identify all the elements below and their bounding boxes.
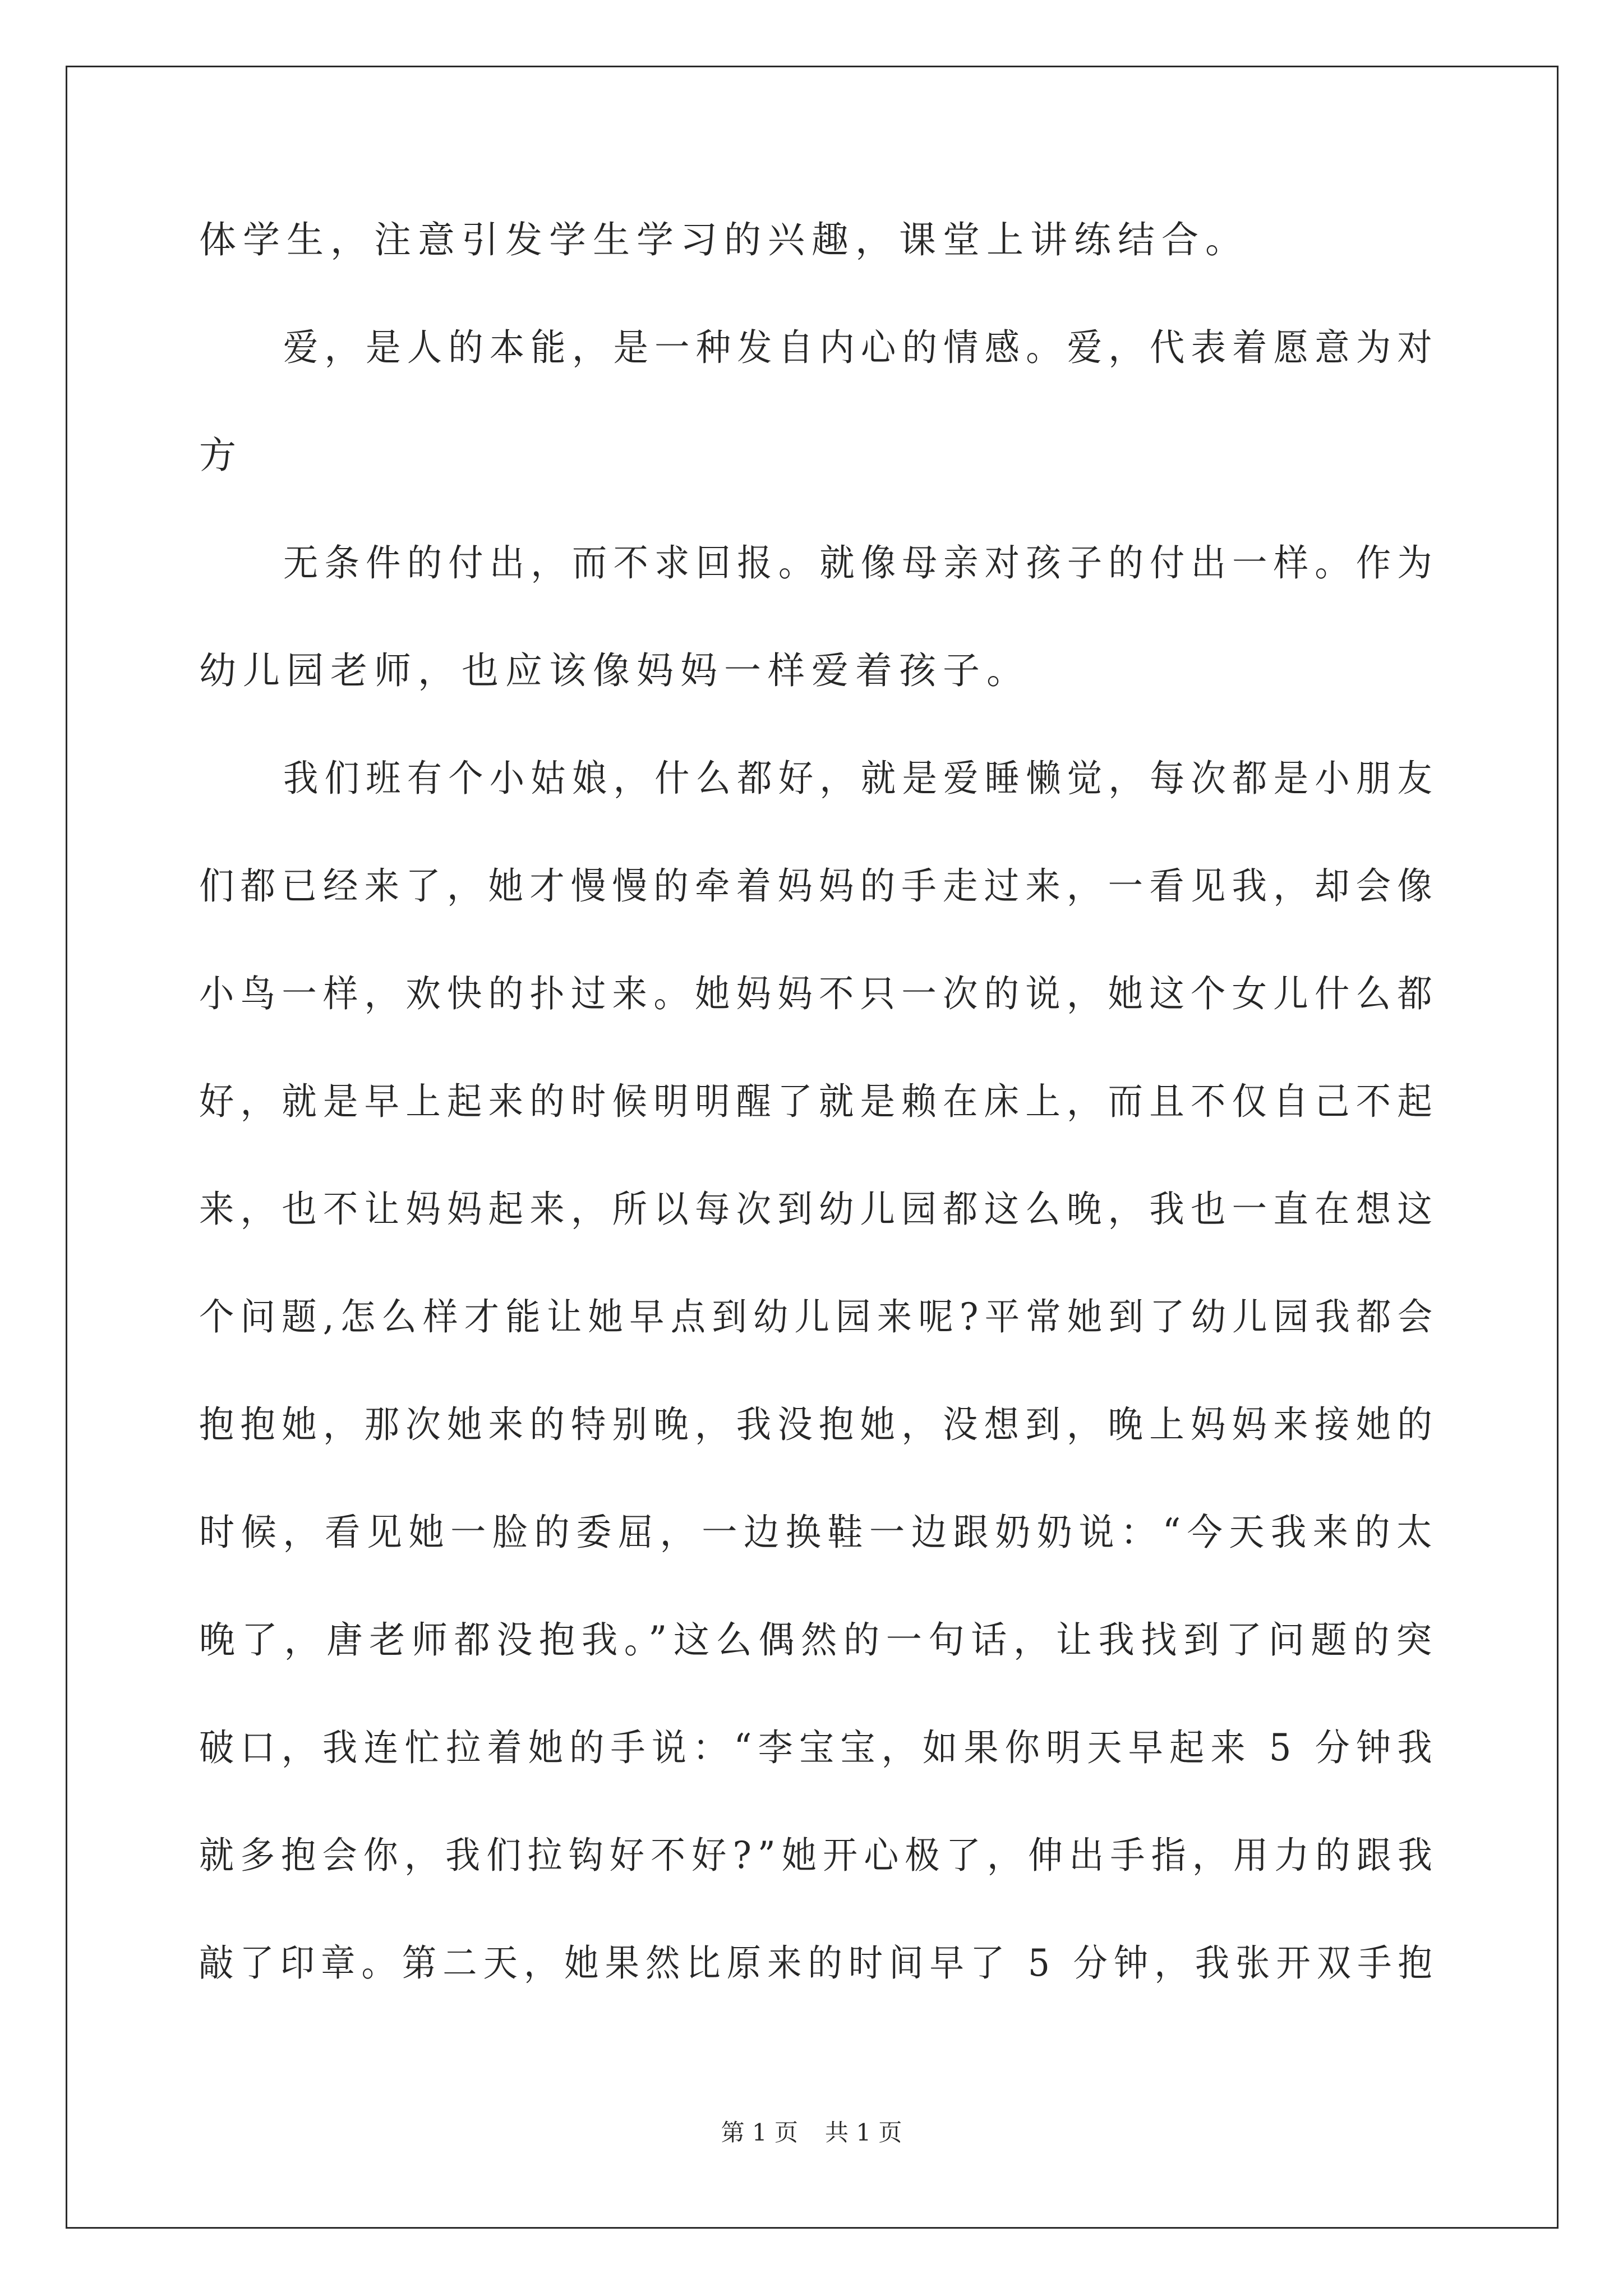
- text-line: 小鸟一样，欢快的扑过来。她妈妈不只一次的说，她这个女儿什么都: [199, 972, 1438, 1015]
- text-line: 晚了，唐老师都没抱我。”这么偶然的一句话，让我找到了问题的突: [199, 1618, 1438, 1662]
- text-line: 就多抱会你，我们拉钩好不好?”她开心极了，伸出手指，用力的跟我: [199, 1834, 1439, 1877]
- text-line: 时候，看见她一脸的委屈，一边换鞋一边跟奶奶说：“今天我来的太: [199, 1511, 1438, 1554]
- text-line: 个问题,怎么样才能让她早点到幼儿园来呢?平常她到了幼儿园我都会: [199, 1295, 1439, 1338]
- text-line: 我们班有个小姑娘，什么都好，就是爱睡懒觉，每次都是小朋友: [283, 757, 1438, 800]
- text-line: 好，就是早上起来的时候明明醒了就是赖在床上，而且不仅自己不起: [199, 1080, 1438, 1123]
- text-line: 体学生，注意引发学生学习的兴趣，课堂上讲练结合。: [199, 218, 1249, 261]
- text-line: 们都已经来了，她才慢慢的牵着妈妈的手走过来，一看见我，却会像: [199, 864, 1438, 908]
- text-line: 敲了印章。第二天，她果然比原来的时间早了 5 分钟，我张开双手抱: [199, 1941, 1438, 1985]
- text-line: 幼儿园老师，也应该像妈妈一样爱着孩子。: [199, 649, 1030, 692]
- text-line: 抱抱她，那次她来的特别晚，我没抱她，没想到，晚上妈妈来接她的: [199, 1403, 1438, 1446]
- text-line: 来，也不让妈妈起来，所以每次到幼儿园都这么晚，我也一直在想这: [199, 1188, 1438, 1231]
- page-total: 共 1 页: [825, 2119, 902, 2146]
- page-number: 第 1 页: [721, 2119, 798, 2146]
- page-footer: [0, 2114, 1623, 2148]
- text-line: 方: [199, 434, 243, 477]
- text-line: 无条件的付出，而不求回报。就像母亲对孩子的付出一样。作为: [283, 541, 1438, 585]
- page-border: [66, 66, 1559, 2229]
- text-line: 破口，我连忙拉着她的手说：“李宝宝，如果你明天早起来 5 分钟我: [199, 1726, 1438, 1769]
- text-line: 爱，是人的本能，是一种发自内心的情感。爱，代表着愿意为对: [283, 326, 1438, 369]
